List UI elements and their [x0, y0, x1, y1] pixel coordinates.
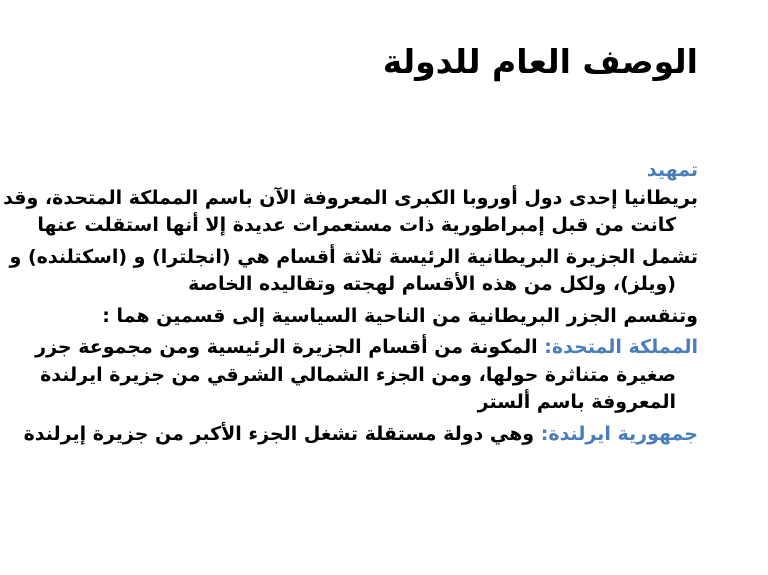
slide-title: الوصف العام للدولة	[382, 42, 698, 81]
intro-heading: تمهيد	[646, 159, 698, 181]
paragraph-2-line-1: تشمل الجزيرة البريطانية الرئيسة ثلاثة أقسام هي (انجلترا) و (اسكتلنده) و	[9, 245, 698, 268]
paragraph-4-text: المكونة من أقسام الجزيرة الرئيسية ومن مجموعة جزر	[35, 336, 538, 359]
paragraph-1-line-2: كانت من قبل إمبراطورية ذات مستعمرات عديدة إلا أنها استقلت عنها	[37, 214, 676, 237]
paragraph-3: وتنقسم الجزر البريطانية من الناحية السياسية إلى قسمين هما :	[102, 304, 698, 327]
ireland-republic-label: جمهورية ايرلندة:	[540, 422, 698, 445]
paragraph-2-line-2: (ويلز)، ولكل من هذه الأقسام لهجته وتقاليده الخاصة	[188, 273, 676, 296]
united-kingdom-label: المملكة المتحدة:	[544, 336, 698, 359]
paragraph-4-line-1	[35, 334, 698, 362]
paragraph-5	[23, 421, 698, 449]
paragraph-4-line-3: المعروفة باسم ألستر	[477, 391, 676, 414]
paragraph-1-line-1: بريطانيا إحدى دول أوروبا الكبرى المعروفة الآن باسم المملكة المتحدة، وقد	[3, 186, 698, 209]
slide-body	[3, 157, 698, 448]
paragraph-5-text: وهي دولة مستقلة تشغل الجزء الأكبر من جزيرة إيرلندة	[23, 422, 535, 445]
paragraph-4-line-2: صغيرة متناثرة حولها، ومن الجزء الشمالي الشرقي من جزيرة ايرلندة	[40, 363, 676, 386]
